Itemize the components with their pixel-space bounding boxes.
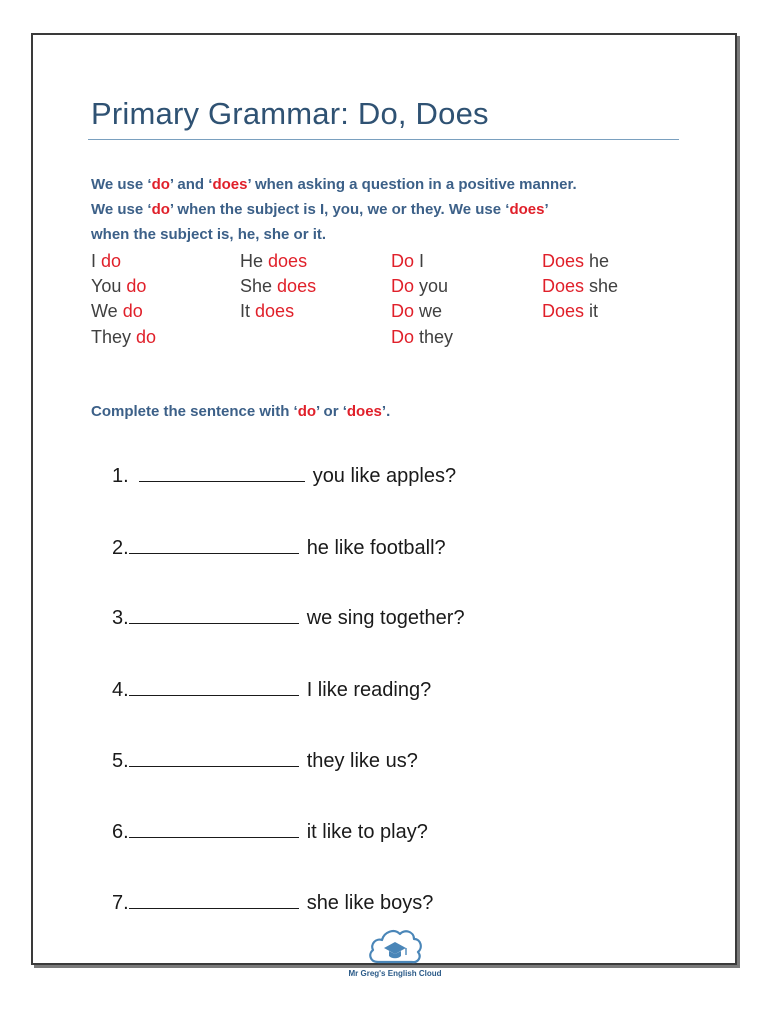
conj-row: I do	[91, 251, 122, 271]
conj-row: You do	[91, 276, 147, 296]
conj-row: Do we	[391, 301, 443, 321]
answer-blank[interactable]	[129, 748, 299, 767]
title-underline	[88, 139, 679, 140]
exercise-item: 7. she like boys?	[112, 892, 434, 914]
answer-blank[interactable]	[129, 677, 299, 696]
cloud-graduation-cap-icon	[366, 924, 424, 966]
intro-line-3: when the subject is, he, she or it.	[91, 226, 327, 243]
conj-row: It does	[240, 301, 295, 321]
exercise-item: 6. it like to play?	[112, 821, 428, 843]
conj-row: He does	[240, 251, 308, 271]
logo-text: Mr Greg's English Cloud	[348, 969, 442, 978]
conj-row: Does she	[542, 276, 619, 296]
exercise-item: 5. they like us?	[112, 750, 418, 772]
answer-blank[interactable]	[129, 890, 299, 909]
conj-row: She does	[240, 276, 317, 296]
answer-blank[interactable]	[129, 605, 299, 624]
intro-line-2: We use ‘do’ when the subject is I, you, we or they. We use ‘does’	[91, 201, 549, 218]
brand-logo	[340, 924, 450, 978]
answer-blank[interactable]	[129, 819, 299, 838]
exercise-item: 1. you like apples?	[112, 465, 457, 487]
answer-blank[interactable]	[129, 535, 299, 554]
intro-text	[91, 172, 711, 247]
conj-row: Do you	[391, 276, 449, 296]
answer-blank[interactable]	[139, 463, 305, 482]
conj-row: We do	[91, 301, 143, 321]
conj-row: Does it	[542, 301, 599, 321]
conj-row: They do	[91, 327, 157, 347]
exercise-item: 2. he like football?	[112, 537, 446, 559]
exercise-instruction: Complete the sentence with ‘do’ or ‘does’.	[91, 403, 391, 420]
page-title: Primary Grammar: Do, Does	[91, 96, 489, 131]
exercise-item: 3. we sing together?	[112, 607, 465, 629]
conj-row: Do they	[391, 327, 454, 347]
exercise-item: 4. I like reading?	[112, 679, 432, 701]
intro-line-1: We use ‘do’ and ‘does’ when asking a question in a positive manner.	[91, 176, 577, 193]
conj-row: Does he	[542, 251, 610, 271]
conj-row: Do I	[391, 251, 425, 271]
